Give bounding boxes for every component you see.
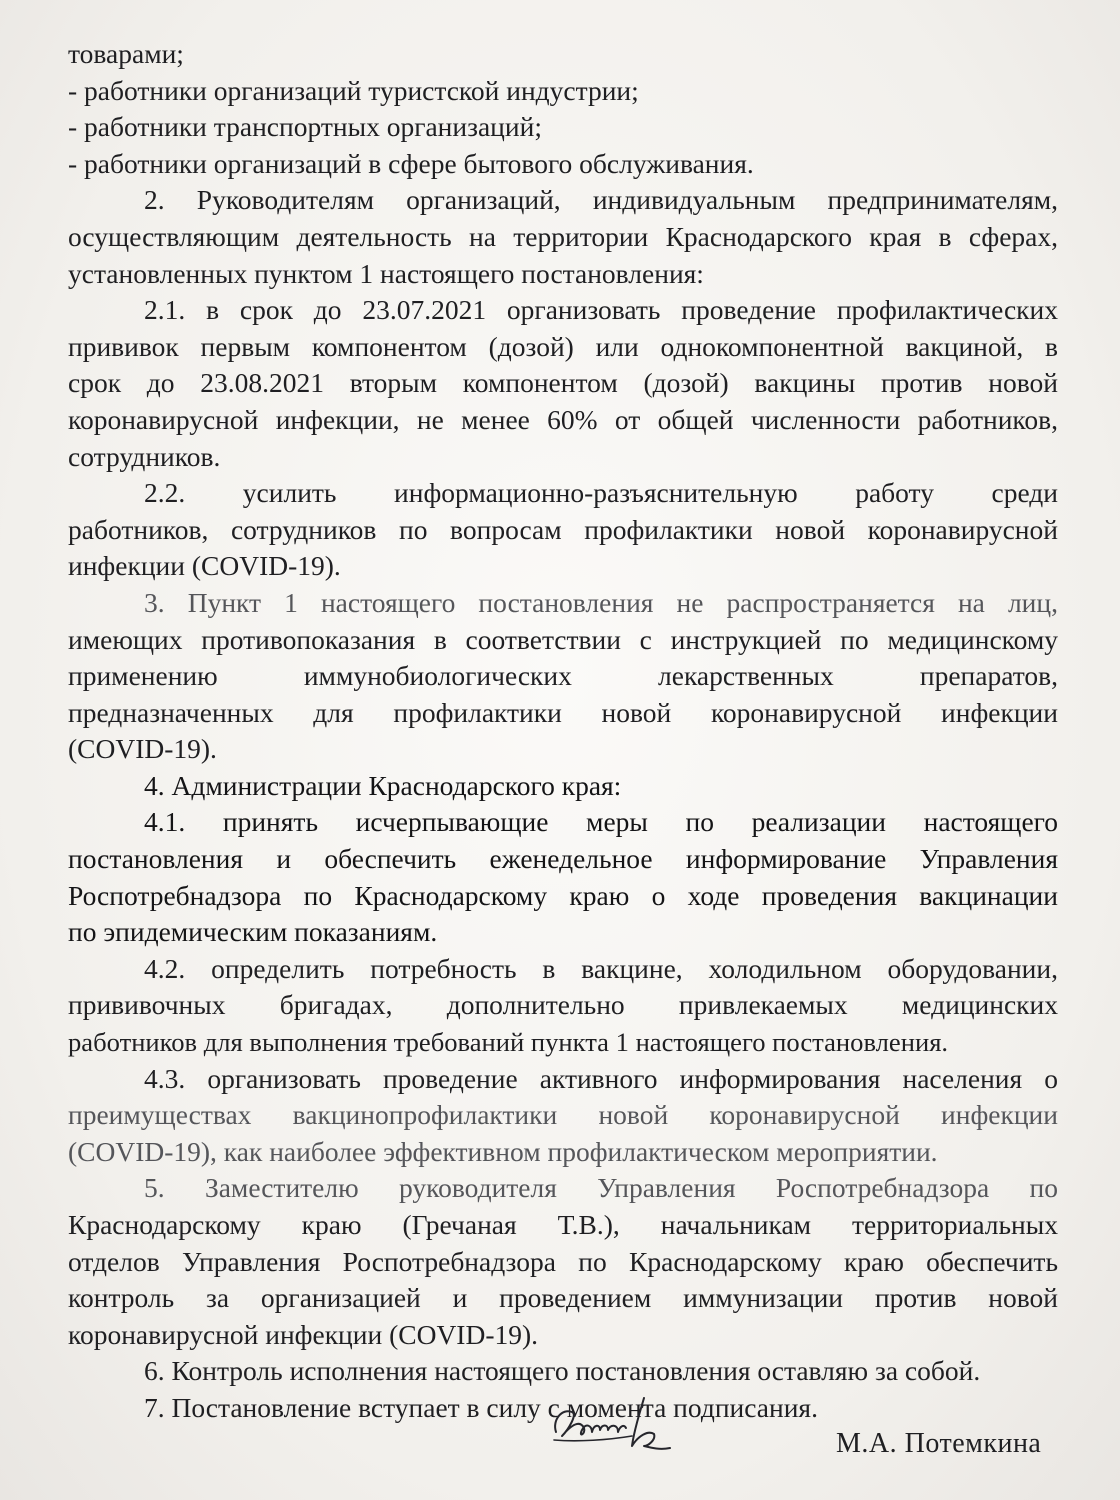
paragraph-3-line: (COVID-19). xyxy=(68,733,217,765)
paragraph-2-1-line: коронавирусной инфекции, не менее 60% от общей численности работников, xyxy=(68,403,1058,435)
paragraph-6-line: 6. Контроль исполнения настоящего постановления оставляю за собой. xyxy=(144,1355,981,1387)
paragraph-3-line: 3. Пункт 1 настоящего постановления не распространяется на лиц, xyxy=(144,586,1058,618)
paragraph-2-line: установленных пунктом 1 настоящего постановления: xyxy=(68,257,704,289)
paragraph-3-line: предназначенных для профилактики новой коронавирусной инфекции xyxy=(68,696,1058,728)
list-item: - работники организаций в сфере бытового обслуживания. xyxy=(68,147,754,179)
paragraph-2-line: осуществляющим деятельность на территории Краснодарского края в сферах, xyxy=(68,220,1058,252)
paragraph-2-line: 2. Руководителям организаций, индивидуальным предпринимателям, xyxy=(144,184,1058,216)
paragraph-5-line: 5. Заместителю руководителя Управления Роспотребнадзора по xyxy=(144,1172,1058,1204)
list-item: - работники транспортных организаций; xyxy=(68,111,542,143)
paragraph-2-2-line: инфекции (COVID-19). xyxy=(68,550,341,582)
signature-image xyxy=(548,1390,688,1460)
paragraph-2-1-line: сотрудников. xyxy=(68,440,221,472)
paragraph-2-1-line: срок до 23.08.2021 вторым компонентом (дозой) вакцины против новой xyxy=(68,367,1058,399)
document-body xyxy=(68,36,1058,1427)
paragraph-2-2-line: работников, сотрудников по вопросам профилактики новой коронавирусной xyxy=(68,513,1058,545)
paragraph-7-line: 7. Постановление вступает в силу с момента подписания. xyxy=(144,1391,818,1423)
paragraph-5-line: отделов Управления Роспотребнадзора по Краснодарскому краю обеспечить xyxy=(68,1245,1058,1277)
paragraph-5-line: контроль за организацией и проведением иммунизации против новой xyxy=(68,1282,1058,1314)
paragraph-2-1-line: прививок первым компонентом (дозой) или однокомпонентной вакциной, в xyxy=(68,330,1058,362)
paragraph-3-line: применению иммунобиологических лекарственных препаратов, xyxy=(68,660,1058,692)
paragraph-5-line: Краснодарскому краю (Гречаная Т.В.), начальникам территориальных xyxy=(68,1209,1058,1240)
list-item: - работники организаций туристской индустрии; xyxy=(68,74,639,106)
paragraph-4-2-line: работников для выполнения требований пункта 1 настоящего постановления. xyxy=(68,1027,949,1058)
paragraph-2-2-line: 2.2. усилить информационно-разъяснительную работу среди xyxy=(144,477,1058,509)
paragraph-4-1-line: Роспотребнадзора по Краснодарскому краю о ходе проведения вакцинации xyxy=(68,879,1058,911)
paragraph-4-2-line: прививочных бригадах, дополнительно привлекаемых медицинских xyxy=(68,989,1058,1021)
signer-name: М.А. Потемкина xyxy=(836,1428,1042,1459)
paragraph-4-3-line: преимуществах вакцинопрофилактики новой коронавирусной инфекции xyxy=(68,1099,1058,1131)
paragraph-4-1-line: постановления и обеспечить еженедельное информирование Управления xyxy=(68,843,1058,875)
paragraph-4-line: 4. Администрации Краснодарского края: xyxy=(144,769,622,801)
paragraph-4-2-line: 4.2. определить потребность в вакцине, холодильном оборудовании, xyxy=(144,952,1058,984)
paragraph-2-1-line: 2.1. в срок до 23.07.2021 организовать проведение профилактических xyxy=(144,294,1058,326)
paragraph-3-line: имеющих противопоказания в соответствии с инструкцией по медицинскому xyxy=(68,623,1058,655)
list-item: товарами; xyxy=(68,38,184,69)
paragraph-4-3-line: 4.3. организовать проведение активного информирования населения о xyxy=(144,1062,1058,1094)
paragraph-4-3-line: (COVID-19), как наиболее эффективном профилактическом мероприятии. xyxy=(68,1135,938,1167)
paragraph-4-1-line: 4.1. принять исчерпывающие меры по реализации настоящего xyxy=(144,806,1058,838)
paragraph-4-1-line: по эпидемическим показаниям. xyxy=(68,916,438,948)
paragraph-5-line: коронавирусной инфекции (COVID-19). xyxy=(68,1318,539,1350)
